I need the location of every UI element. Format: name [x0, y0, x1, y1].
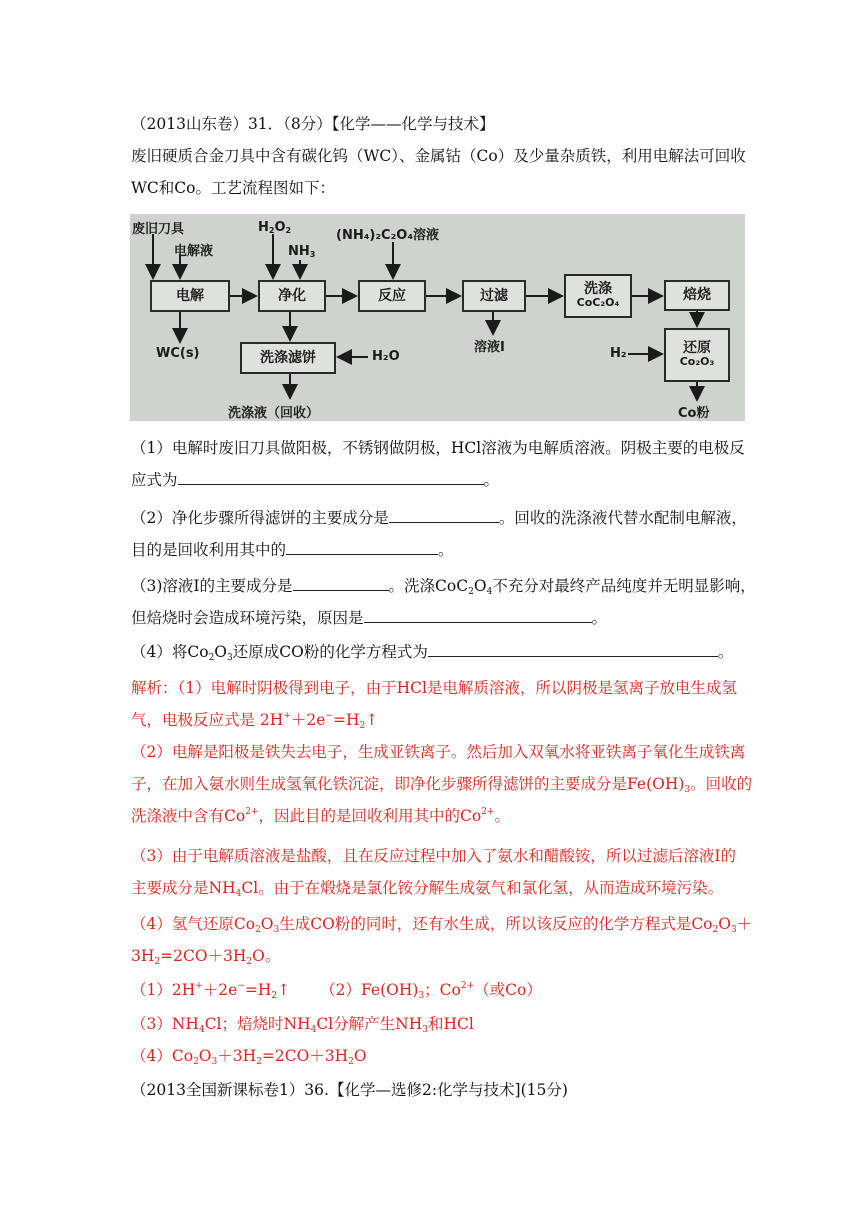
label-h2o2: $H_2O_2$	[258, 220, 292, 235]
answer-key-1-2: $(1)2H^++2e^-=H_2↑$ $(2)Fe(OH)_3$；$Co^{2+}$（或Co）	[131, 981, 542, 1001]
analysis-3-line-2: 主要成分是$NH_4Cl$。由于在煅烧是氯化铵分解生成氨气和氯化氢，从而造成环境污染。	[131, 879, 724, 899]
label-ammonium-oxalate: (NH₄)₂C₂O₄溶液	[336, 228, 440, 243]
label-wash-liquid-recovered: 洗涤液（回收）	[228, 406, 320, 421]
label-cobalt-powder: Co粉	[678, 406, 710, 421]
answer-key-3: $(3)NH_4Cl$；焙烧时$NH_4Cl$分解产生$NH_3$和HCl	[131, 1015, 474, 1035]
q3-answer-blank-1[interactable]	[293, 576, 389, 591]
flow-arrows	[130, 214, 745, 421]
box-roast: 焙烧	[664, 280, 730, 311]
box-wash-filter-cake: 洗涤滤饼	[240, 342, 336, 374]
process-flow-diagram	[130, 214, 745, 421]
analysis-1-line-1: 解析：（1）电解时阴极得到电子，由于HCl是电解质溶液，所以阴极是氢离子放电生成氢	[131, 679, 737, 697]
intro-line-1: 废旧硬质合金刀具中含有碳化钨（WC）、金属钴（Co）及少量杂质铁，利用电解法可回收	[131, 147, 746, 165]
intro-line-2: WC和Co。工艺流程图如下：	[131, 179, 335, 197]
label-h2o: H₂O	[372, 349, 400, 364]
analysis-2-line-1: （2）电解是阳极是铁失去电子，生成亚铁离子。然后加入双氧水将亚铁离子氧化生成铁离	[131, 743, 746, 761]
answer-key-4: $(4)Co_2O_3+3H_2=2CO+3H_2O$	[131, 1047, 367, 1067]
q2-answer-blank-2[interactable]	[286, 540, 438, 555]
label-solution-1: 溶液Ⅰ	[474, 340, 505, 355]
q2-answer-blank-1[interactable]	[389, 508, 499, 523]
label-waste-tool: 废旧刀具	[132, 222, 185, 237]
q2-line-2: 目的是回收利用其中的 。	[131, 541, 454, 559]
q1-answer-blank[interactable]	[178, 470, 484, 485]
q3-line-2: 但焙烧时会造成环境污染，原因是 。	[131, 609, 608, 627]
analysis-2-line-3: 洗涤液中含有$Co^{2+}$，因此目的是回收利用其中的$Co^{2+}$。	[131, 807, 510, 825]
box-wash-cobalt-oxalate: 洗涤 CoC₂O₄	[564, 274, 632, 318]
label-wc: WC(s)	[156, 346, 200, 361]
analysis-1-line-2: 气，电极反应式是 $2H^++2e^-=H_2↑$	[131, 711, 379, 731]
q1-line-1: （1）电解时废旧刀具做阳极，不锈钢做阴极，HCl溶液为电解质溶液。阴极主要的电极反	[131, 439, 745, 457]
box-filter: 过滤	[462, 280, 526, 312]
analysis-2-line-2: 子，在加入氨水则生成氢氧化铁沉淀，即净化步骤所得滤饼的主要成分是$Fe(OH)_3$。回收的	[131, 775, 753, 795]
box-purify: 净化	[258, 280, 326, 312]
box-electrolysis: 电解	[150, 280, 230, 312]
label-nh3: $NH_3$	[288, 244, 316, 259]
q4-answer-blank[interactable]	[428, 642, 718, 657]
analysis-4-line-1: （4）氢气还原$Co_2O_3$生成CO粉的同时，还有水生成，所以该反应的化学方程式是$Co_2O_3+$	[131, 915, 753, 935]
next-question-header: （2013全国新课标卷1）36.【化学—选修2:化学与技术](15分)	[131, 1081, 568, 1099]
box-reduce: 还原 Co₂O₃	[664, 328, 730, 382]
q3-line-1: （3)溶液Ⅰ的主要成分是 。洗涤$CoC_2O_4$不充分对最终产品纯度并无明显影响，	[131, 577, 756, 597]
label-h2: H₂	[610, 346, 627, 361]
q4-line: （4）将$Co_2O_3$还原成CO粉的化学方程式为 。	[131, 643, 734, 663]
question-header: （2013山东卷）31．（8分）【化学——化学与技术】	[131, 115, 495, 133]
q2-line-1: （2）净化步骤所得滤饼的主要成分是 。回收的洗涤液代替水配制电解液，	[131, 509, 747, 527]
analysis-3-line-1: （3）由于电解质溶液是盐酸，且在反应过程中加入了氨水和醋酸铵，所以过滤后溶液Ⅰ的	[131, 847, 736, 865]
analysis-4-line-2: $3H_2=2CO+3H_2O$。	[131, 947, 281, 967]
q3-answer-blank-2[interactable]	[364, 608, 592, 623]
box-react: 反应	[358, 280, 426, 312]
label-electrolyte: 电解液	[174, 244, 214, 259]
q1-line-2: 应式为 。	[131, 471, 500, 489]
